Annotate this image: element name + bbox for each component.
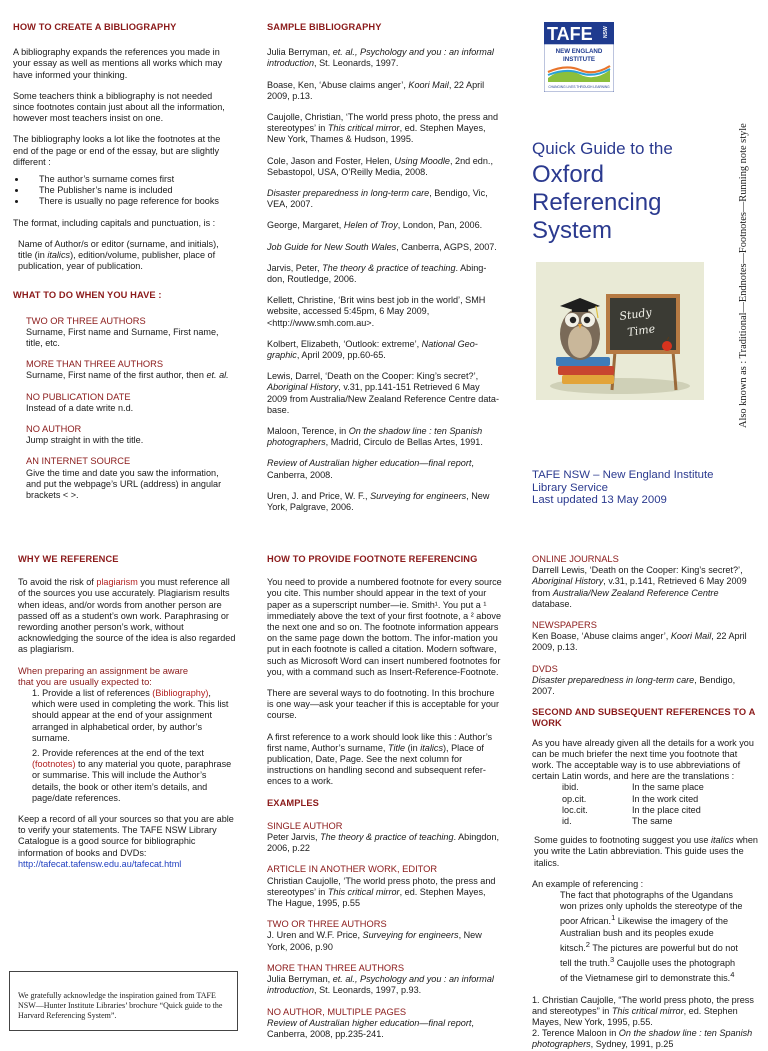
list-item: • The author’s surname comes first [27,174,235,185]
owl-blackboard-image [536,262,704,400]
example-title: TWO OR THREE AUTHORS [267,919,387,930]
paragraph: To avoid the risk of plagiarism you must reference all of the sources you use accurately. Plagiarism results when ideas, and/or words from another person are passed off as a student’s own work. Paraphrasing or rewording another person’s work, without acknowledging the source of the idea is also regarded as plagiarism. [18,577,236,655]
create-bibliography-heading: HOW TO CREATE A BIBLIOGRAPHY [13,22,177,32]
reference-entry: Review of Australian higher education—final report, Canberra, 2008. [267,458,474,480]
paragraph: The bibliography looks a lot like the footnotes at the end of the page or end of the essay, but are slightly different : [13,134,221,167]
case-text: Surname, First name of the first author, then et. al. [26,370,229,381]
study-time-illustration [536,262,704,400]
example-text: Peter Jarvis, The theory & practice of teaching. Abingdon, 2006, p.22 [267,832,500,854]
reference-entry: Uren, J. and Price, W. F., Surveying for engineers, New York, Palgrave, 2006. [267,490,490,513]
list-item: • The Publisher’s name is included [27,185,235,196]
footnote-example: 1. Christian Caujolle, “The world press photo, the press and stereotypes” in This critical mirror, ed. Stephen Mayes, New York, 1995, p.55. [532,994,754,1028]
library-service: Library Service [532,481,608,494]
catalogue-link[interactable]: http://tafecat.tafensw.edu.au/tafecat.html [18,858,182,869]
example-quote: The fact that photographs of the Ugandans won prizes only upholds the stereotype of the poor African.$^1$ Likewise the imagery of the Australian bush and its peoples exude kitsch.$^2$ The pictures are powerful but do not tell the truth.$^3$ Caujolle uses the photograph of the Vietnamese girl to demonstrate this.$^4$ [560,890,743,984]
case-text: Give the time and date you saw the information, and put the webpage’s URL (address) in angular brackets < >. [26,467,222,501]
reference-entry: Kellett, Christine, ‘Brit wins best job in the world’, SMH website, accessed 5:45pm, 6 May 2009, <http://www.smh.com.au>. [267,295,486,328]
example-text: Darrell Lewis, ‘Death on the Cooper: King’s secret?’, Aboriginal History, v.31, p.141, Retrieved 6 May 2009 from Australia/New Zealand Reference Centre database. [532,565,747,609]
guide-title [532,139,732,245]
latin-abbreviation-table [562,782,758,827]
svg-text:NEW ENGLAND: NEW ENGLAND [555,48,603,55]
footnote-example: 2. Terence Maloon in On the shadow line : ten Spanish photographers, Sydney, 1991, p.25 [532,1028,753,1050]
last-updated: Last updated 13 May 2009 [532,494,667,507]
case-title: TWO OR THREE AUTHORS [26,315,146,326]
paragraph: As you have already given all the details for a work you can be much briefer the next time you footnote that work. The acceptable way is to use abbreviations of certain Latin words, and here are the translations : [532,737,754,782]
why-reference-column [18,554,236,870]
example-title: MORE THAN THREE AUTHORS [267,962,405,973]
abbr-meaning: The same [632,816,673,827]
paragraph: You need to provide a numbered footnote for every source you cite. This number should appear in the text of your paper as a superscript number—ie. Smith¹. You put a ¹ immediately above the text of your first footnote, a ² above the next one and so on. The footnote information appears on the same page down the bottom. The infor-mation you put in each footnote is called a citation. Modern software, such as Microsoft Word can insert numbered footnotes for you, with a command such as Insert-Reference-Footnote. [267,577,502,677]
reference-entry: Kolbert, Elizabeth, ‘Outlook: extreme’, National Geo-graphic, April 2009, pp.60-65. [267,338,478,361]
list-item: • There is usually no page reference for books [27,196,235,207]
institute-info [532,469,713,507]
sample-bibliography-column [267,22,499,523]
reference-entry: Jarvis, Peter, The theory & practice of teaching. Abing-don, Routledge, 2006. [267,262,487,285]
example-text: Ken Boase, ‘Abuse claims anger’, Koori Mail, 22 April 2009, p.13. [532,631,747,653]
prep-line: that you are usually expected to: [18,676,152,687]
svg-text:CHANGING LIVES THROUGH LEARNIN: CHANGING LIVES THROUGH LEARNING [548,85,610,89]
numbered-item: 2. Provide references at the end of the text (footnotes) to any material you quote, paraphrase or summarise. This will include the Author’s details, the book or other item’s details, and page/date references. [32,748,232,803]
abbr-meaning: In the place cited [632,804,701,815]
subsequent-references-column [532,554,758,1051]
reference-entry: Job Guide for New South Wales, Canberra, AGPS, 2007. [267,241,497,252]
svg-text:TAFE: TAFE [547,24,593,44]
tafe-logo-graphic [544,22,614,92]
abbr-term: loc.cit. [562,804,588,815]
abbr-term: id. [562,816,572,827]
tafe-logo [544,22,614,92]
numbered-item: 1. Provide a list of references (Bibliography), which were used in completing the work. This list should appear at the end of your assignment arranged in alphabetical order, by author’s surname. [32,688,229,743]
title-big: Oxford Referencing System [532,161,662,244]
abbr-meaning: In the same place [632,782,704,793]
example-text: Christian Caujolle, ‘The world press photo, the press and stereotypes’ in This critical mirror, ed. Stephen Mayes, The Hague, 1995, p.55 [267,875,496,909]
reference-entry: Caujolle, Christian, ‘The world press photo, the press and stereotypes’ in This critical mirror, ed. Stephen Mayes, New York, Thames & Hudson, 1995. [267,112,498,145]
why-reference-heading: WHY WE REFERENCE [18,554,119,564]
example-title: SINGLE AUTHOR [267,820,343,831]
abbr-meaning: In the work cited [632,793,699,804]
svg-text:NSW: NSW [603,26,609,38]
reference-entry: Maloon, Terence, in On the shadow line : ten Spanish photographers, Madrid, Circulo de Bellas Artes, 1991. [267,426,483,448]
example-title: ARTICLE IN ANOTHER WORK, EDITOR [267,864,438,875]
reference-entry: Cole, Jason and Foster, Helen, Using Moodle, 2nd edn., Sebastopol, USA, O’Reilly Media, 2008. [267,155,493,177]
case-title: MORE THAN THREE AUTHORS [26,359,164,370]
abbr-term: op.cit. [562,793,587,804]
example-text: Disaster preparedness in long-term care, Bendigo, 2007. [532,674,736,697]
format-intro: The format, including capitals and punctuation, is : [13,217,216,228]
example-text: Julia Berryman, et. al., Psychology and you : an informal introduction, St. Leonards, 1997, p.93. [267,974,494,996]
case-title: NO AUTHOR [26,424,82,435]
dvds-title: DVDS [532,663,558,674]
bullet-list [13,174,235,208]
newspapers-title: NEWSPAPERS [532,620,597,631]
footnote-column [267,554,503,1040]
case-title: AN INTERNET SOURCE [26,456,131,467]
paragraph: Some guides to footnoting suggest you use italics when you write the Latin abbreviation. This guide uses the italics. [534,835,758,868]
title-small: Quick Guide to the [532,139,673,158]
case-text: Jump straight in with the title. [26,435,144,446]
footnote-heading: HOW TO PROVIDE FOOTNOTE REFERENCING [267,554,478,564]
reference-entry: Julia Berryman, et. al., Psychology and you : an informal introduction, St. Leonards, 1997. [267,47,494,69]
svg-text:INSTITUTE: INSTITUTE [563,56,595,63]
case-title: NO PUBLICATION DATE [26,391,131,402]
paragraph: Some teachers think a bibliography is not needed since footnotes contain just about all the information, however most teachers insist on one. [13,90,225,124]
sample-bibliography-heading: SAMPLE BIBLIOGRAPHY [267,22,382,32]
examples-heading: EXAMPLES [267,797,319,808]
example-intro: An example of referencing : [532,878,644,889]
case-text: Instead of a date write n.d. [26,402,134,413]
paragraph: There are several ways to do footnoting. In this brochure is one way—ask your teacher if this is acceptable for your course. [267,688,499,721]
reference-entry: Lewis, Darrel, ‘Death on the Cooper: King’s secret?’, Aboriginal History, v.31, pp.141-151 Retrieved 6 May 2009 from Australia/New Zealand Reference Centre data-base. [267,371,500,415]
example-text: J. Uren and W.F. Price, Surveying for engineers, New York, 2006, p.90 [267,930,482,952]
reference-entry: Disaster preparedness in long-term care, Bendigo, Vic, VEA, 2007. [267,188,488,210]
paragraph: A bibliography expands the references you made in your essay as well as mentions all works which may have informed your thinking. [13,47,223,80]
case-list [26,316,235,502]
bibliography-column [13,22,235,501]
prep-line: When preparing an assignment be aware [18,665,189,676]
acknowledgement-box: We gratefully acknowledge the inspiration gained from TAFE NSW—Hunter Institute Libraries’ brochure “Quick guide to the Harvard Referencing System”. [9,971,238,1031]
institute-name: TAFE NSW – New England Institute [532,469,714,481]
paragraph: A first reference to a work should look like this : Author’s first name, Author’s surname, Title (in italics), Place of publication, Date, Page. See the next column for instructions on handling second and subsequent refer-ences to a work. [267,731,493,787]
example-text: Review of Australian higher education—final report, Canberra, 2008, pp.235-241. [267,1017,474,1039]
svg-text:Time: Time [626,322,656,339]
abbr-term: ibid. [562,782,579,793]
example-title: NO AUTHOR, MULTIPLE PAGES [267,1006,407,1017]
reference-entry: Boase, Ken, ‘Abuse claims anger’, Koori Mail, 22 April 2009, p.13. [267,79,485,101]
subsequent-heading: SECOND AND SUBSEQUENT REFERENCES TO A WORK [532,707,756,729]
online-journals-title: ONLINE JOURNALS [532,554,619,564]
svg-text:Study: Study [618,305,653,323]
what-to-do-heading: WHAT TO DO WHEN YOU HAVE : [13,290,162,301]
case-text: Surname, First name and Surname, First name, title, etc. [26,326,219,349]
paragraph: Keep a record of all your sources so that you are able to verify your statements. The TAFE NSW Library Catalogue is a good source for bibliographic information of books and DVDs: [18,814,234,858]
reference-entry: George, Margaret, Helen of Troy, London, Pan, 2006. [267,220,483,231]
also-known-as-note: Also known as : Traditional—Endnotes—Footnotes—Running note style [738,123,749,428]
format-description: Name of Author/s or editor (surname, and initials), title (in italics), edition/volume, publisher, place of publication, year of publication. [18,238,219,272]
